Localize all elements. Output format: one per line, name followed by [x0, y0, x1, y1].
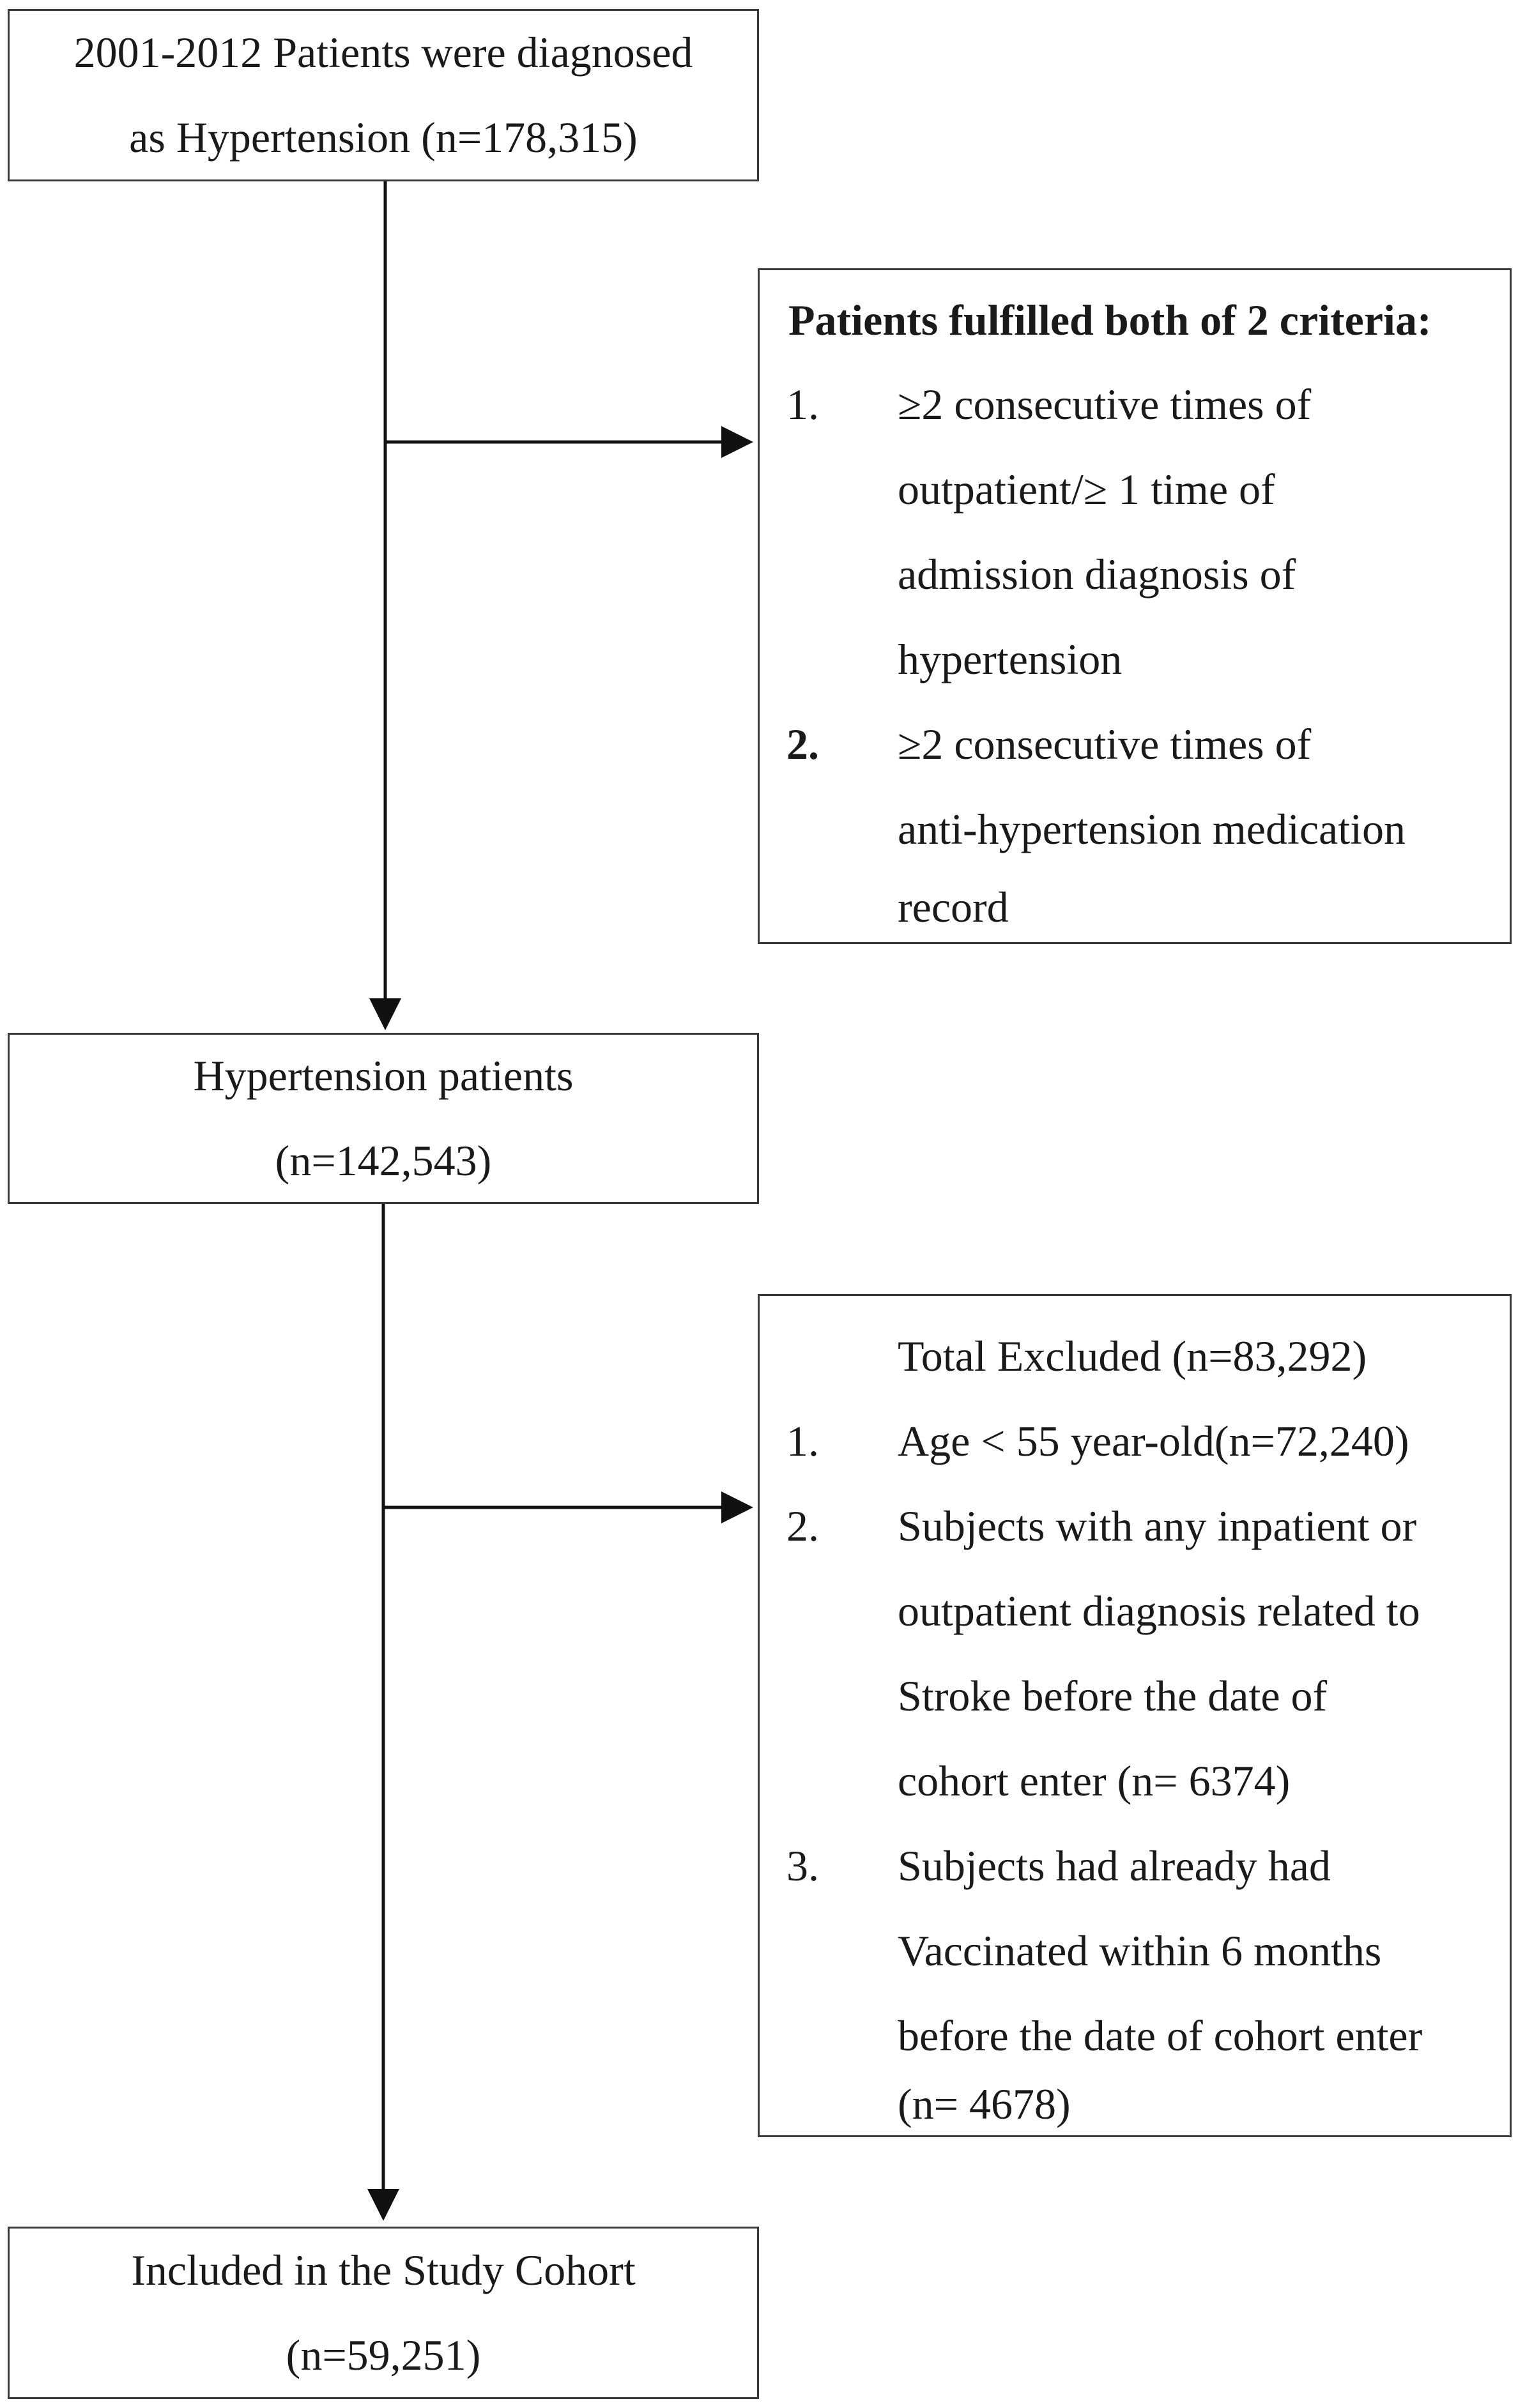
criteria-item-2-line-3: record — [898, 883, 1009, 931]
excluded-box — [758, 1294, 1512, 2137]
bottom-box-line-2: (n=59,251) — [286, 2331, 481, 2379]
criteria-item-1-number: 1. — [786, 380, 819, 429]
excluded-item-2-line-3: Stroke before the date of — [898, 1672, 1328, 1720]
excluded-item-3-number: 3. — [786, 1841, 819, 1890]
excluded-item-3-line-1: Subjects had already had — [898, 1841, 1331, 1890]
top-box-line-1: 2001-2012 Patients were diagnosed — [73, 28, 693, 77]
criteria-item-1-line-2: outpatient/≥ 1 time of — [898, 465, 1275, 514]
excluded-item-3-line-3: before the date of cohort enter — [898, 2011, 1423, 2060]
criteria-item-2-line-1: ≥2 consecutive times of — [898, 720, 1312, 768]
excluded-item-3-line-4: (n= 4678) — [898, 2080, 1071, 2128]
excluded-item-3-line-2: Vaccinated within 6 months — [898, 1926, 1382, 1975]
middle-box-hypertension-patients — [8, 1033, 759, 1204]
middle-box-line-2: (n=142,543) — [275, 1136, 492, 1185]
bottom-box-study-cohort — [8, 2227, 759, 2399]
criteria-item-1-line-3: admission diagnosis of — [898, 550, 1296, 598]
criteria-item-1-line-1: ≥2 consecutive times of — [898, 380, 1312, 429]
criteria-box — [758, 268, 1512, 944]
top-box-diagnosed — [8, 9, 759, 181]
excluded-item-1-number: 1. — [786, 1417, 819, 1465]
excluded-item-2-line-4: cohort enter (n= 6374) — [898, 1756, 1291, 1805]
top-box-line-2: as Hypertension (n=178,315) — [129, 113, 638, 162]
excluded-title: Total Excluded (n=83,292) — [898, 1332, 1367, 1380]
excluded-item-2-line-1: Subjects with any inpatient or — [898, 1502, 1417, 1550]
excluded-item-2-number: 2. — [786, 1502, 819, 1550]
criteria-title: Patients fulfilled both of 2 criteria: — [788, 296, 1432, 344]
criteria-item-2-number: 2. — [786, 720, 819, 768]
bottom-box-line-1: Included in the Study Cohort — [131, 2246, 636, 2294]
middle-box-line-1: Hypertension patients — [193, 1051, 574, 1100]
criteria-item-1-line-4: hypertension — [898, 635, 1123, 683]
excluded-item-1-line-1: Age < 55 year-old(n=72,240) — [898, 1417, 1409, 1465]
excluded-item-2-line-2: outpatient diagnosis related to — [898, 1587, 1420, 1635]
criteria-item-2-line-2: anti-hypertension medication — [898, 805, 1406, 853]
